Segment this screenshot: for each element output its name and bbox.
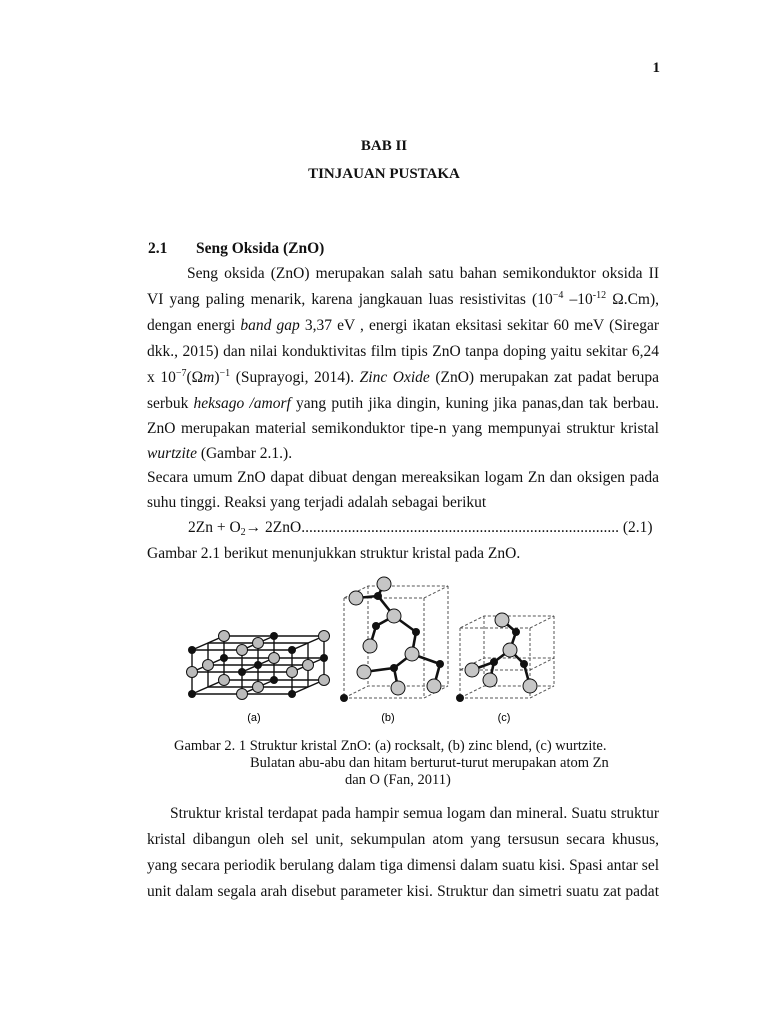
paragraph-line: Secara umum ZnO dapat dibuat dengan mereaksikan logam Zn dan oksigen pada	[147, 469, 659, 486]
wurtzite-structure	[460, 616, 554, 698]
figure-intro-text: Gambar 2.1 berikut menunjukkan struktur kristal pada ZnO.	[147, 545, 521, 562]
figure-caption-line: Bulatan abu-abu dan hitam berturut-turut merupakan atom Zn	[250, 755, 609, 771]
crystal-structure-figure	[184, 576, 574, 728]
paragraph-line: x $10^{-7}(\Omega m)^{-1}$ (Suprayogi, 2014). Zinc Oxide (ZnO) merupakan zat padat berupa	[147, 368, 659, 386]
paragraph-line: Seng oksida (ZnO) merupakan salah satu bahan semikonduktor oksida II	[187, 265, 659, 282]
paragraph-line: Struktur kristal terdapat pada hampir semua logam dan mineral. Suatu struktur	[170, 805, 659, 822]
rocksalt-atoms	[187, 631, 330, 700]
wurtzite-bonds	[472, 620, 530, 686]
paragraph-line: dkk., 2015) dan nilai konduktivitas film tipis ZnO tanpa doping yaitu sekitar 6,24	[147, 343, 659, 360]
section-number: 2.1	[148, 240, 168, 257]
paragraph-line: wurtzite (Gambar 2.1.).	[147, 445, 293, 462]
figure-label-c: (c)	[497, 712, 511, 724]
figure-label-a: (a)	[247, 712, 261, 724]
paragraph-line: serbuk heksago /amorf yang putih jika dingin, kuning jika panas,dan tak berbau.	[147, 395, 659, 412]
figure-caption-line: Gambar 2. 1 Struktur kristal ZnO: (a) rocksalt, (b) zinc blend, (c) wurtzite.	[174, 738, 607, 754]
figure-label-b: (b)	[381, 712, 395, 724]
paragraph-line: suhu tinggi. Reaksi yang terjadi adalah sebagai berikut	[147, 494, 487, 511]
paragraph-line: kristal dibangun oleh sel unit, sekumpulan atom yang tersusun secara khusus,	[147, 831, 659, 848]
paragraph-line: dengan energi band gap 3,37 eV , energi ikatan eksitasi sekitar 60 meV (Siregar	[147, 317, 659, 334]
section-title: Seng Oksida (ZnO)	[196, 240, 325, 257]
chapter-title: TINJAUAN PUSTAKA	[308, 166, 460, 182]
page-number: 1	[652, 60, 660, 76]
paragraph-line: unit dalam segala arah disebut parameter kisi. Struktur dan simetri suatu zat padat	[147, 883, 659, 900]
chapter-label: BAB II	[360, 138, 408, 154]
paragraph-line: yang secara periodik berulang dalam tiga dimensi dalam suatu kisi. Spasi antar sel	[147, 857, 659, 874]
paragraph-line: ZnO merupakan material semikonduktor tipe-n yang mempunyai struktur kristal	[147, 420, 659, 437]
paragraph-line: VI yang paling menarik, karena jangkauan luas resistivitas ($10^{-4}$ $-10^{-12}$ Ω.Cm),	[147, 290, 660, 308]
figure-caption-line: dan O (Fan, 2011)	[345, 772, 451, 788]
equation-2-1: $2Zn + O_2\to 2ZnO$.................................................................................. (2.1)	[188, 519, 653, 538]
zinc-blende-atoms	[340, 577, 444, 702]
